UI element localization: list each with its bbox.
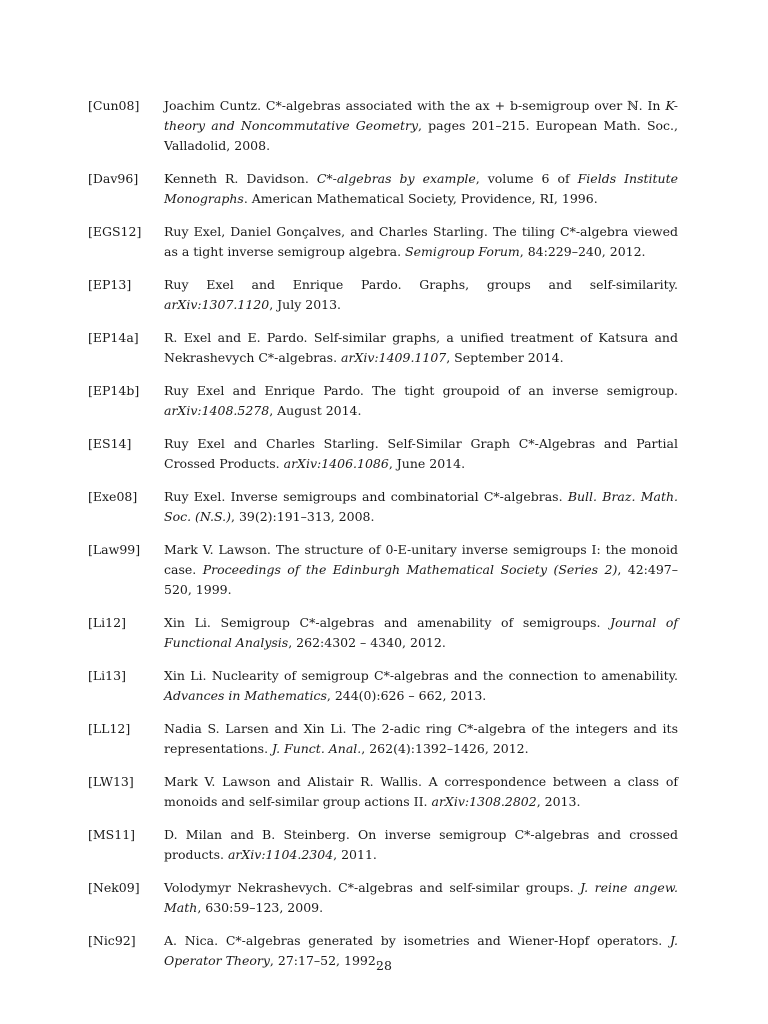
reference-entry (88, 96, 678, 156)
reference-italic-segment: Advances in Mathematics (164, 688, 327, 703)
reference-italic-segment: arXiv:1308.2802 (431, 794, 537, 809)
reference-segment: Xin Li. Semigroup C*-algebras and amenability of semigroups. (164, 615, 611, 630)
reference-segment: Kenneth R. Davidson. (164, 171, 317, 186)
reference-entry (88, 878, 678, 918)
reference-segment: , August 2014. (269, 403, 362, 418)
reference-key: [EP14b] (88, 383, 140, 398)
reference-italic-segment: Semigroup Forum (405, 244, 520, 259)
reference-segment: Mark V. Lawson and Alistair R. Wallis. A correspondence between a class of monoids and self-similar group actions II. (164, 774, 678, 809)
reference-segment: D. Milan and B. Steinberg. On inverse semigroup C*-algebras and crossed products. (164, 827, 678, 862)
reference-segment: , 84:229–240, 2012. (519, 244, 646, 259)
reference-key: [EP14a] (88, 330, 139, 345)
reference-italic-segment: J. Operator Theory (164, 933, 678, 968)
reference-text (164, 613, 678, 653)
reference-text (164, 222, 678, 262)
reference-key: [Nek09] (88, 880, 140, 895)
reference-entry (88, 275, 678, 315)
reference-italic-segment: arXiv:1307.1120 (164, 297, 270, 312)
reference-italic-segment: J. Funct. Anal. (272, 741, 362, 756)
reference-key: [Li13] (88, 668, 126, 683)
reference-segment: , volume 6 of (475, 171, 578, 186)
reference-segment: Volodymyr Nekrashevych. C*-algebras and self-similar groups. (164, 880, 581, 895)
reference-entry (88, 434, 678, 474)
reference-text (164, 381, 678, 421)
reference-italic-segment: K-theory and Noncommutative Geometry (164, 98, 678, 133)
reference-segment: , July 2013. (269, 297, 342, 312)
reference-key: [LW13] (88, 774, 134, 789)
reference-segment: R. Exel and E. Pardo. Self-similar graphs, a unified treatment of Katsura and Nekrashevych C*-algebras. (164, 330, 678, 365)
reference-segment: , 27:17–52, 1992. (269, 953, 380, 968)
reference-text (164, 825, 678, 865)
reference-text (164, 666, 678, 706)
reference-segment: Ruy Exel. Inverse semigroups and combinatorial C*-algebras. (164, 489, 568, 504)
reference-italic-segment: Fields Institute Monographs (164, 171, 679, 206)
reference-segment: , September 2014. (446, 350, 564, 365)
reference-segment: , pages 201–215. European Math. Soc., Valladolid, 2008. (164, 118, 678, 153)
page-number: 28 (376, 958, 392, 973)
reference-segment: Xin Li. Nuclearity of semigroup C*-algebras and the connection to amenability. (164, 668, 678, 683)
reference-key: [ES14] (88, 436, 132, 451)
reference-key: [MS11] (88, 827, 136, 842)
reference-text (164, 487, 678, 527)
reference-text (164, 434, 678, 474)
reference-italic-segment: Journal of Functional Analysis (164, 615, 678, 650)
reference-entry (88, 825, 678, 865)
reference-segment: Ruy Exel and Enrique Pardo. The tight groupoid of an inverse semigroup. (164, 383, 678, 398)
reference-entry (88, 169, 678, 209)
reference-italic-segment: arXiv:1409.1107 (341, 350, 447, 365)
reference-text (164, 772, 678, 812)
reference-segment: Ruy Exel and Enrique Pardo. Graphs, groups and self-similarity. (164, 277, 678, 292)
reference-entry (88, 613, 678, 653)
reference-italic-segment: arXiv:1408.5278 (164, 403, 270, 418)
reference-text (164, 169, 678, 209)
reference-italic-segment: arXiv:1406.1086 (283, 456, 389, 471)
reference-key: [Law99] (88, 542, 141, 557)
reference-segment: , 2011. (333, 847, 377, 862)
reference-entry (88, 772, 678, 812)
reference-entry (88, 487, 678, 527)
reference-key: [LL12] (88, 721, 131, 736)
reference-text (164, 275, 678, 315)
reference-key: [Nic92] (88, 933, 136, 948)
reference-segment: , 630:59–123, 2009. (197, 900, 324, 915)
reference-key: [EP13] (88, 277, 132, 292)
reference-entry (88, 222, 678, 262)
reference-segment: , June 2014. (388, 456, 466, 471)
reference-segment: , 262(4):1392–1426, 2012. (361, 741, 529, 756)
reference-entry (88, 719, 678, 759)
reference-italic-segment: C*-algebras by example (316, 171, 476, 186)
reference-segment: , 244(0):626 – 662, 2013. (326, 688, 487, 703)
reference-segment: Joachim Cuntz. C*-algebras associated with the ax + b-semigroup over ℕ. In (164, 98, 666, 113)
reference-text (164, 328, 678, 368)
reference-italic-segment: Bull. Braz. Math. Soc. (N.S.) (164, 489, 679, 524)
reference-key: [Li12] (88, 615, 126, 630)
reference-key: [Exe08] (88, 489, 138, 504)
reference-text (164, 719, 678, 759)
reference-entry (88, 666, 678, 706)
reference-segment: . American Mathematical Society, Providence, RI, 1996. (243, 191, 598, 206)
reference-segment: A. Nica. C*-algebras generated by isometries and Wiener-Hopf operators. (164, 933, 670, 948)
reference-key: [Dav96] (88, 171, 139, 186)
reference-italic-segment: arXiv:1104.2304 (227, 847, 334, 862)
reference-segment: , 2013. (536, 794, 581, 809)
reference-text (164, 878, 678, 918)
reference-entry (88, 328, 678, 368)
reference-segment: Ruy Exel, Daniel Gonçalves, and Charles Starling. The tiling C*-algebra viewed as a tight inverse semigroup algebra. (164, 224, 678, 259)
reference-segment: , 262:4302 – 4340, 2012. (288, 635, 446, 650)
reference-key: [Cun08] (88, 98, 140, 113)
reference-entry (88, 540, 678, 600)
reference-entry (88, 381, 678, 421)
reference-segment: Ruy Exel and Charles Starling. Self-Similar Graph C*-Algebras and Partial Crossed Products. (164, 436, 678, 471)
reference-text (164, 540, 678, 600)
reference-text (164, 96, 678, 156)
bibliography-list (88, 96, 678, 984)
reference-segment: Nadia S. Larsen and Xin Li. The 2-adic ring C*-algebra of the integers and its representations. (164, 721, 678, 756)
reference-italic-segment: J. reine angew. Math (164, 880, 679, 915)
reference-segment: , 39(2):191–313, 2008. (231, 509, 375, 524)
reference-italic-segment: Proceedings of the Edinburgh Mathematical Society (Series 2) (202, 562, 618, 577)
reference-segment: , 42:497–520, 1999. (164, 562, 678, 597)
reference-key: [EGS12] (88, 224, 142, 239)
reference-segment: Mark V. Lawson. The structure of 0-E-unitary inverse semigroups I: the monoid case. (164, 542, 678, 577)
